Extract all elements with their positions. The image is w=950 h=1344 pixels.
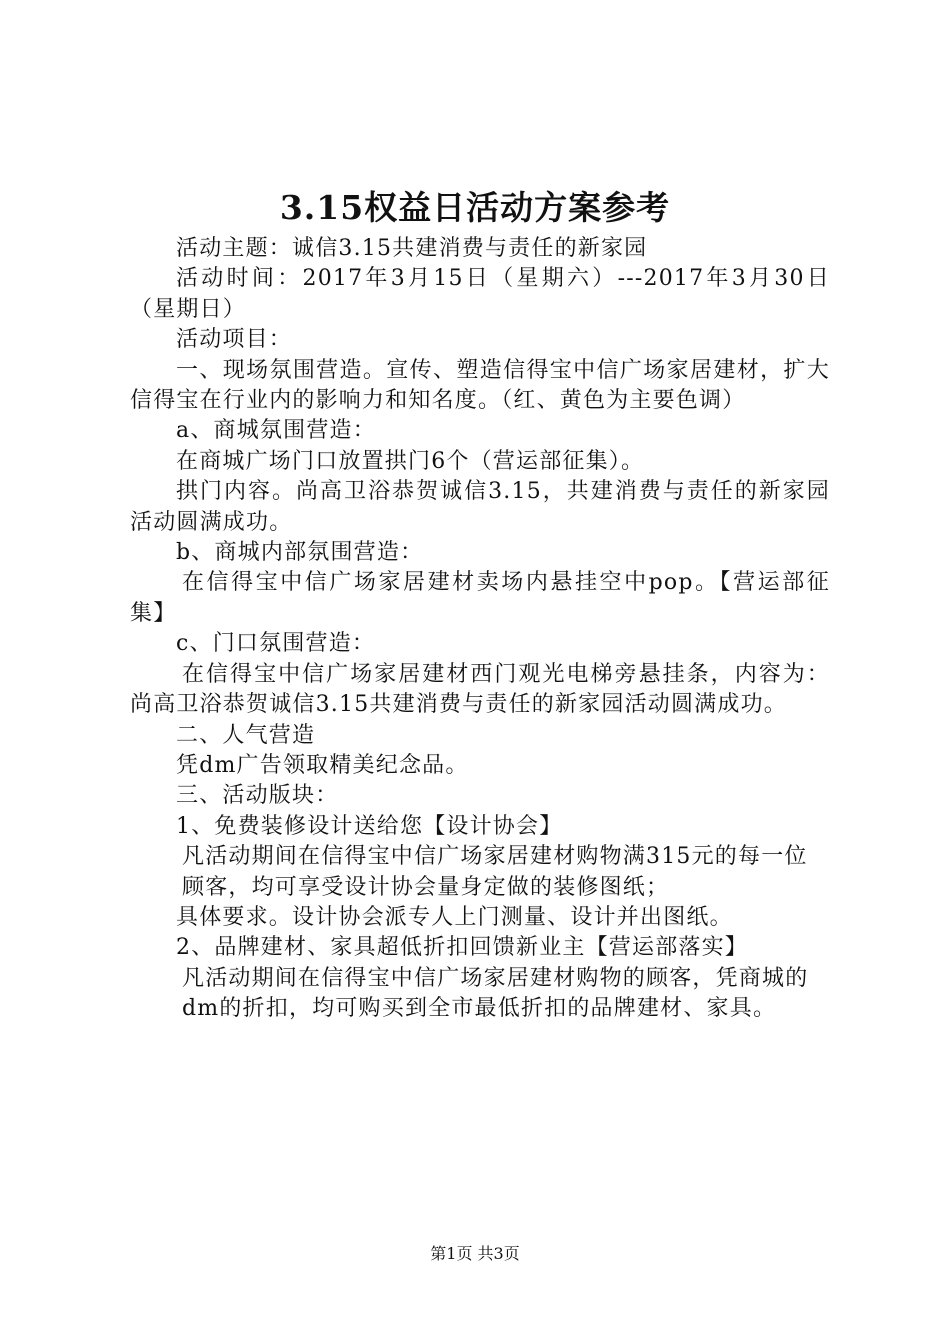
paragraph-requirements: 具体要求。设计协会派专人上门测量、设计并出图纸。 [176, 904, 733, 930]
paragraph-sub-a: a、商城氛围营造： [176, 418, 376, 444]
paragraph-customer-design: 顾客，均可享受设计协会量身定做的装修图纸； [182, 874, 670, 900]
paragraph-arches: 在商城广场门口放置拱门6个（营运部征集）。 [176, 448, 645, 474]
paragraph-items-heading: 活动项目： [176, 327, 293, 353]
paragraph-purchase-dm: 凡活动期间在信得宝中信广场家居建材购物的顾客，凭商城的 [182, 965, 809, 991]
paragraph-theme: 活动主题：诚信3.15共建消费与责任的新家园 [176, 236, 648, 261]
paragraph-banner: 在信得宝中信广场家居建材西门观光电梯旁悬挂条，内容为：尚高卫浴恭贺诚信3.15共建消费与责任的新家园活动圆满成功。 [130, 661, 830, 718]
paragraph-dm-gift: 凭dm广告领取精美纪念品。 [176, 752, 469, 778]
document-title: 3.15权益日活动方案参考 [279, 188, 671, 227]
paragraph-sub-b: b、商城内部氛围营造： [176, 540, 424, 566]
paragraph-item-two: 2、品牌建材、家具超低折扣回馈新业主【营运部落实】 [176, 935, 748, 961]
document-body [130, 234, 830, 1025]
paragraph-discount: dm的折扣，均可购买到全市最低折扣的品牌建材、家具。 [182, 996, 777, 1022]
paragraph-section-three: 三、活动版块： [176, 783, 339, 809]
paragraph-arch-content: 拱门内容。尚高卫浴恭贺诚信3.15，共建消费与责任的新家园活动圆满成功。 [130, 479, 830, 535]
paragraph-purchase-315: 凡活动期间在信得宝中信广场家居建材购物满315元的每一位 [182, 844, 808, 870]
paragraph-sub-c: c、门口氛围营造： [176, 631, 376, 657]
paragraph-item-one: 1、免费装修设计送给您【设计协会】 [176, 813, 563, 839]
page-number-footer: 第1页 共3页 [430, 1244, 520, 1263]
paragraph-pop: 在信得宝中信广场家居建材卖场内悬挂空中pop。【营运部征集】 [130, 570, 830, 626]
paragraph-section-one: 一、现场氛围营造。宣传、塑造信得宝中信广场家居建材，扩大信得宝在行业内的影响力和知名度。（红、黄色为主要色调） [130, 357, 830, 414]
paragraph-section-two: 二、人气营造 [176, 722, 316, 748]
paragraph-time: 活动时间：2017年3月15日（星期六）---2017年3月30日（星期日） [130, 266, 830, 322]
